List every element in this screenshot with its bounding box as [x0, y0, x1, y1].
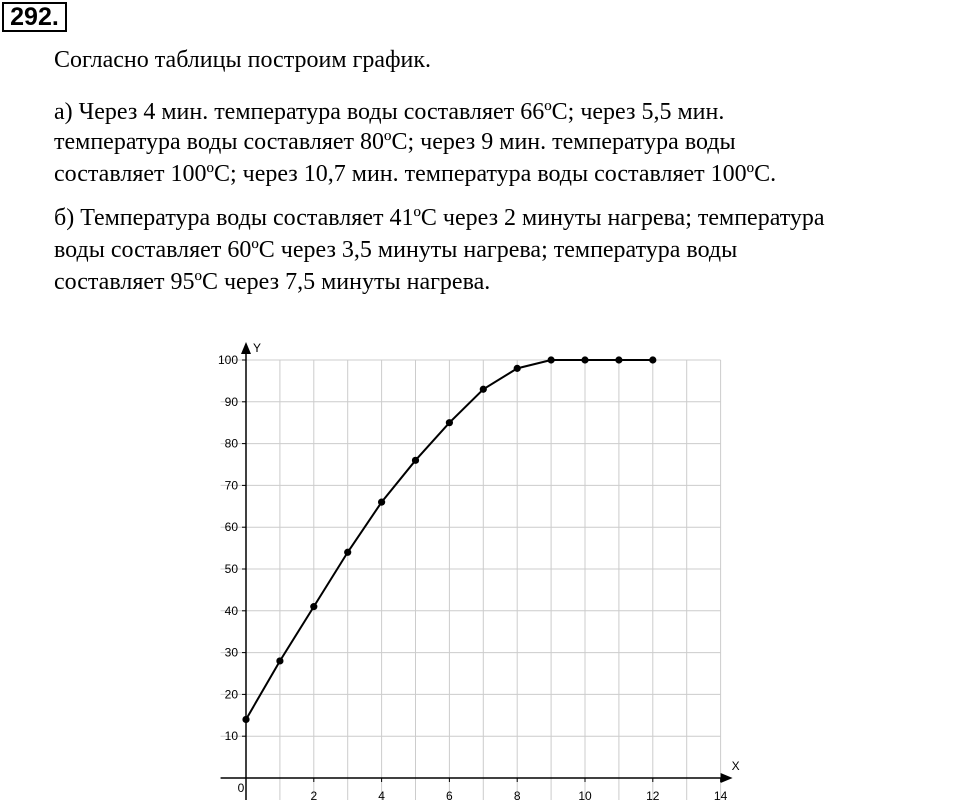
data-point: [242, 716, 249, 723]
x-tick-label: 14: [713, 789, 728, 803]
y-tick-label: 100: [217, 353, 238, 367]
y-tick-label: 20: [224, 687, 238, 702]
y-tick-label: 30: [224, 645, 238, 660]
data-point: [649, 356, 656, 363]
data-point: [581, 356, 588, 363]
data-point: [514, 365, 521, 372]
problem-number: 292.: [2, 2, 67, 32]
part-b-line: б) Температура воды составляет 41ºС через 2 минуты нагрева; температура: [54, 205, 825, 231]
part-a-line: составляет 100ºС; через 10,7 мин. температура воды составляет 100ºС.: [54, 161, 777, 187]
y-tick-label: 90: [224, 394, 238, 409]
intro-text: Согласно таблицы построим график.: [54, 47, 432, 73]
data-point: [446, 419, 453, 426]
x-axis-label: X: [731, 759, 740, 773]
y-tick-label: 60: [224, 520, 238, 535]
y-tick-label: 50: [224, 562, 238, 576]
data-point: [310, 603, 317, 610]
part-b-line: воды составляет 60ºС через 3,5 минуты нагрева; температура воды: [54, 237, 738, 263]
part-a-line: а) Через 4 мин. температура воды составляет 66ºС; через 5,5 мин.: [54, 99, 725, 125]
x-tick-label: 10: [578, 789, 592, 803]
data-point: [412, 457, 419, 464]
x-tick-label: 12: [646, 789, 660, 803]
x-tick-label: 0: [237, 781, 245, 795]
x-tick-label: 8: [513, 789, 521, 803]
x-tick-label: 6: [446, 789, 453, 803]
x-axis-arrow: [721, 773, 733, 783]
x-tick-label: 2: [310, 789, 318, 803]
y-tick-label: 70: [224, 478, 238, 493]
y-axis-arrow: [241, 342, 251, 354]
data-point: [548, 356, 555, 363]
data-point: [480, 386, 487, 393]
part-b-line: составляет 95ºС через 7,5 минуты нагрева.: [54, 269, 491, 295]
data-point: [276, 657, 283, 664]
data-point: [378, 499, 385, 506]
data-point: [615, 356, 622, 363]
x-tick-label: 4: [378, 789, 385, 803]
y-tick-label: 80: [224, 436, 238, 451]
data-point: [344, 549, 351, 556]
y-axis-label: Y: [253, 341, 262, 355]
y-tick-label: 10: [224, 729, 238, 744]
y-tick-label: 40: [224, 603, 238, 618]
part-a-line: температура воды составляет 80ºС; через 9 мин. температура воды: [54, 129, 736, 155]
